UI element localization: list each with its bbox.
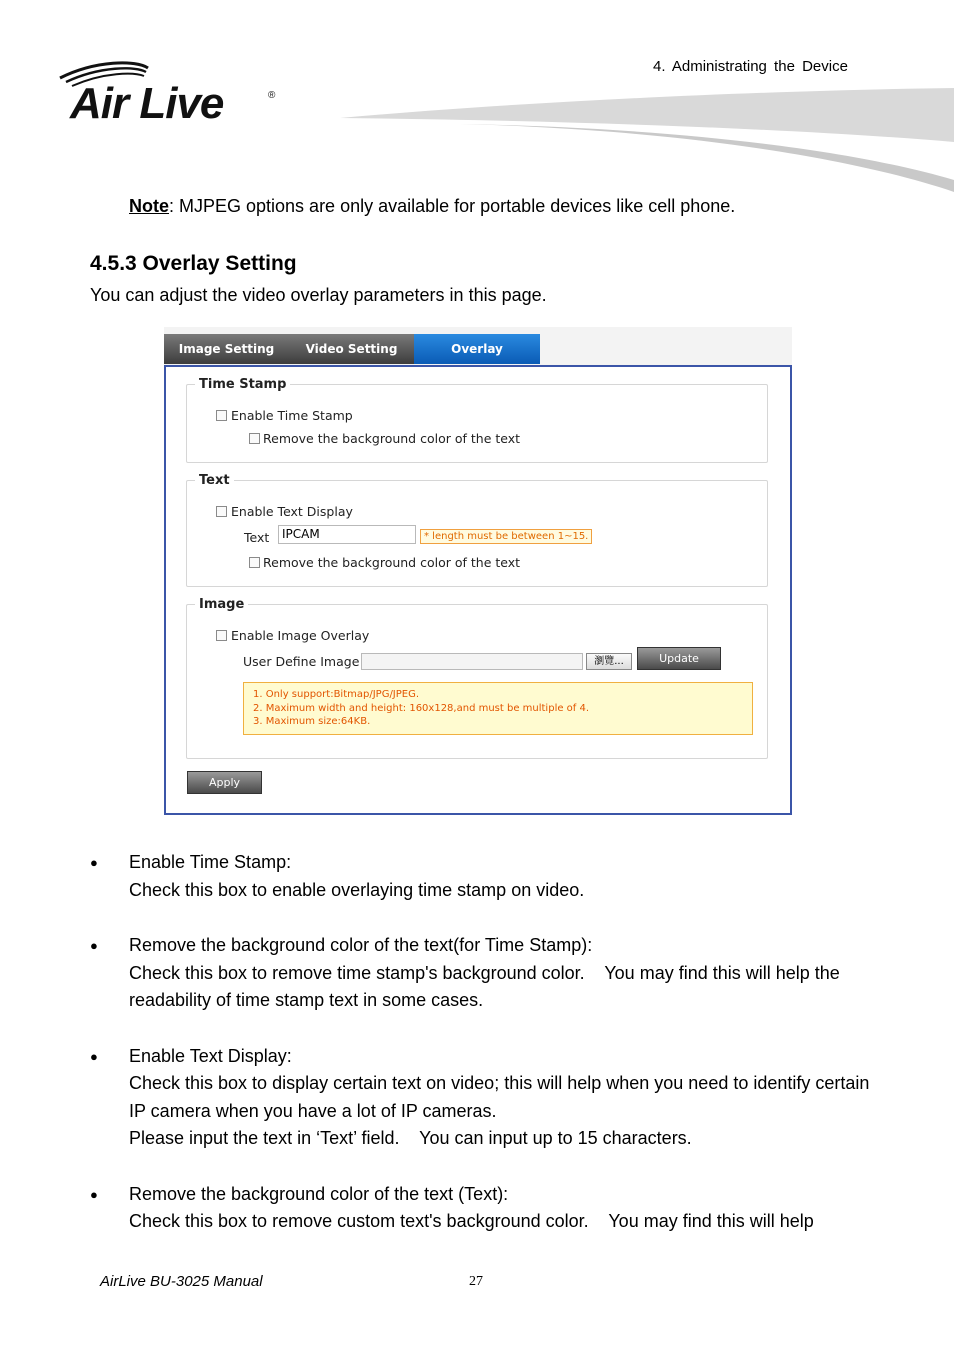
tab-video-setting[interactable]: Video Setting	[289, 334, 414, 364]
tab-bar	[164, 327, 792, 365]
image-requirement-3: 3. Maximum size:64KB.	[253, 716, 371, 727]
time-stamp-remove-bg-label: Remove the background color of the text	[263, 431, 521, 446]
note-label: Note	[129, 196, 169, 216]
time-stamp-legend: Time Stamp	[199, 377, 287, 392]
note-text: : MJPEG options are only available for portable devices like cell phone.	[169, 196, 736, 216]
enable-text-display-label: Enable Text Display	[231, 504, 353, 519]
bullet-dot-icon: ●	[90, 1186, 98, 1202]
overlay-settings-screenshot	[164, 327, 792, 815]
section-intro: You can adjust the video overlay parameters in this page.	[90, 285, 547, 305]
image-file-input[interactable]	[361, 653, 583, 670]
bullet-remove-bg-text	[90, 1181, 870, 1236]
bullet-enable-text-display	[90, 1043, 870, 1153]
bullet-description: Check this box to display certain text on video; this will help when you need to identify certain IP camera when you have a lot of IP cameras.	[129, 1073, 870, 1121]
bullet-title: Enable Time Stamp:	[129, 852, 292, 872]
bullet-dot-icon: ●	[90, 855, 98, 870]
header-swoosh-graphic	[340, 80, 954, 200]
image-requirements-note	[243, 682, 753, 735]
update-button[interactable]: Update	[637, 647, 721, 670]
bullet-description: Please input the text in ‘Text’ field. You can input up to 15 characters.	[129, 1128, 692, 1148]
bullet-title: Enable Text Display:	[129, 1045, 292, 1066]
bullet-remove-bg-time-stamp	[90, 932, 870, 1015]
enable-time-stamp-checkbox[interactable]	[216, 410, 227, 421]
browse-button[interactable]: 瀏覽...	[586, 653, 632, 670]
enable-time-stamp-label: Enable Time Stamp	[231, 408, 353, 423]
bullet-dot-icon: ●	[90, 938, 98, 953]
bullet-description: Check this box to remove time stamp's background color. You may find this will help the readability of time stamp text in some cases.	[129, 962, 845, 1010]
text-input[interactable]: IPCAM	[278, 525, 416, 544]
note-paragraph	[129, 196, 735, 217]
page-number: 27	[469, 1274, 483, 1289]
enable-image-overlay-label: Enable Image Overlay	[231, 628, 370, 643]
bullet-title: Remove the background color of the text(for Time Stamp):	[129, 935, 593, 955]
bullet-description: Check this box to enable overlaying time stamp on video.	[129, 879, 585, 900]
bullet-dot-icon: ●	[90, 1048, 98, 1064]
bullet-title: Remove the background color of the text (Text):	[129, 1183, 509, 1204]
user-define-image-label: User Define Image	[243, 654, 360, 669]
bullet-enable-time-stamp	[90, 849, 870, 904]
bullet-description: Check this box to remove custom text's background color. You may find this will help	[129, 1211, 814, 1231]
text-field-label: Text	[244, 530, 270, 545]
section-heading: 4.5.3 Overlay Setting	[90, 252, 297, 275]
bullet-list	[90, 849, 870, 1264]
time-stamp-remove-bg-checkbox[interactable]	[249, 433, 260, 444]
image-legend: Image	[199, 597, 245, 612]
apply-button[interactable]: Apply	[187, 771, 262, 794]
tab-image-setting[interactable]: Image Setting	[164, 334, 289, 364]
text-legend: Text	[199, 473, 230, 488]
enable-text-display-checkbox[interactable]	[216, 506, 227, 517]
footer-manual-title: AirLive BU-3025 Manual	[100, 1273, 263, 1290]
chapter-title: 4. Administrating the Device	[653, 58, 848, 75]
image-requirement-2: 2. Maximum width and height: 160x128,and must be multiple of 4.	[253, 702, 590, 714]
svg-text:®: ®	[268, 90, 276, 101]
enable-image-overlay-checkbox[interactable]	[216, 630, 227, 641]
settings-frame	[164, 365, 792, 815]
svg-text:Air Live: Air Live	[70, 79, 224, 128]
text-length-hint: * length must be between 1~15.	[420, 529, 592, 544]
text-remove-bg-label: Remove the background color of the text	[263, 555, 521, 570]
image-requirement-1: 1. Only support:Bitmap/JPG/JPEG.	[253, 689, 420, 700]
airlive-logo	[56, 58, 286, 128]
tab-overlay[interactable]: Overlay	[414, 334, 540, 364]
text-remove-bg-checkbox[interactable]	[249, 557, 260, 568]
